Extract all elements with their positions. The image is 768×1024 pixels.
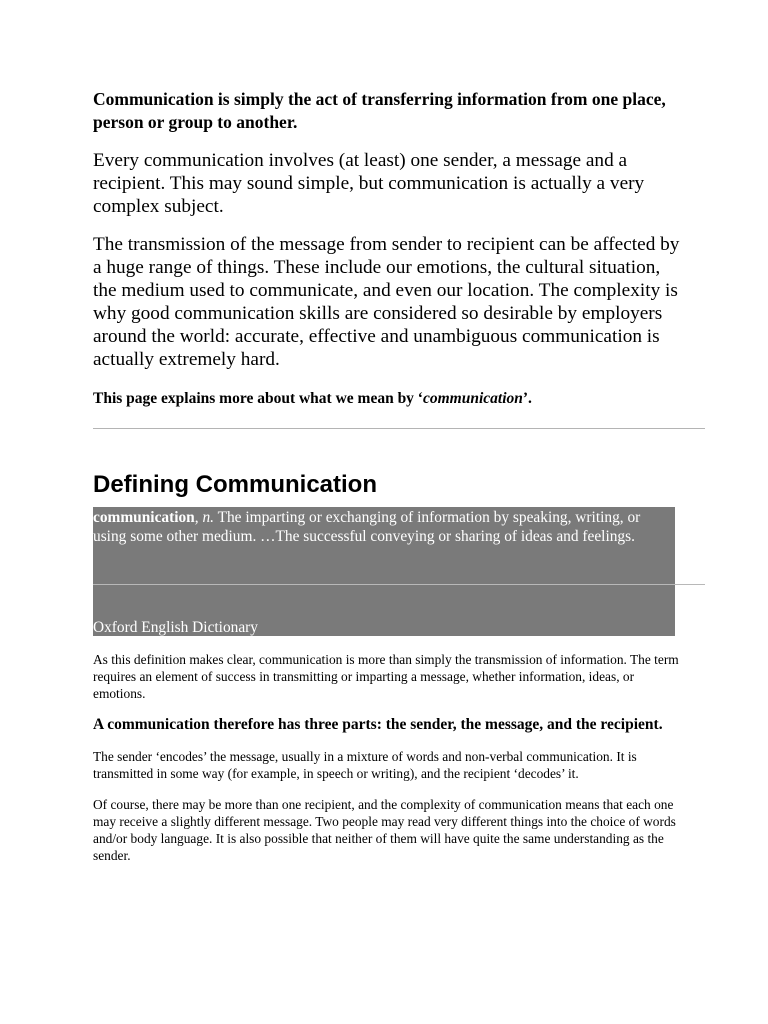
definition-divider (93, 584, 705, 585)
definition-term: communication (93, 509, 195, 526)
intro-prefix: This page explains more about what we mean by ‘ (93, 390, 423, 407)
definition-source: Oxford English Dictionary (93, 619, 258, 636)
intro-term: communication (422, 390, 523, 407)
section-heading: Defining Communication (93, 471, 377, 498)
intro-suffix: ’. (522, 390, 532, 407)
definition-part-of-speech: n. (202, 509, 214, 526)
three-parts-statement: A communication therefore has three parts: the sender, the message, and the recipient. (93, 716, 663, 733)
paragraph-encoding-decoding: The sender ‘encodes’ the message, usually in a mixture of words and non-verbal communication. It is transmitted in some way (for example, in speech or writing), and the recipient ‘decodes’ it. (93, 749, 637, 781)
paragraph-multiple-recipients: Of course, there may be more than one recipient, and the complexity of communication means that each one may receive a slightly different message. Two people may read very different things into the choice of words and/or body language. It is also possible that neither of them will have quite the same understanding as the sender. (93, 797, 676, 863)
paragraph-definition-explained: As this definition makes clear, communication is more than simply the transmission of information. The term requires an element of success in transmitting or imparting a message, whether information, ideas, or emotions. (93, 652, 679, 701)
paragraph-sender-message-recipient: Every communication involves (at least) one sender, a message and a recipient. This may sound simple, but communication is actually a very complex subject. (93, 150, 645, 217)
definition-box (93, 507, 675, 636)
section-divider (93, 428, 705, 429)
document-page (93, 88, 705, 864)
paragraph-transmission-factors: The transmission of the message from sender to recipient can be affected by a huge range of things. These include our emotions, the cultural situation, the medium used to communicate, and even our location. The complexity is why good communication skills are considered so desirable by employers around the world: accurate, effective and unambiguous communication is actually extremely hard. (93, 234, 680, 370)
lead-statement: Communication is simply the act of transferring information from one place, person or group to another. (93, 89, 666, 132)
definition-body: The imparting or exchanging of information by speaking, writing, or using some other medium. …The successful conveying or sharing of ideas and feelings. (93, 509, 641, 545)
definition-text: communication, n. The imparting or exchanging of information by speaking, writing, or using some other medium. …The successful conveying or sharing of ideas and feelings. (93, 509, 641, 545)
page-intro (93, 388, 705, 410)
